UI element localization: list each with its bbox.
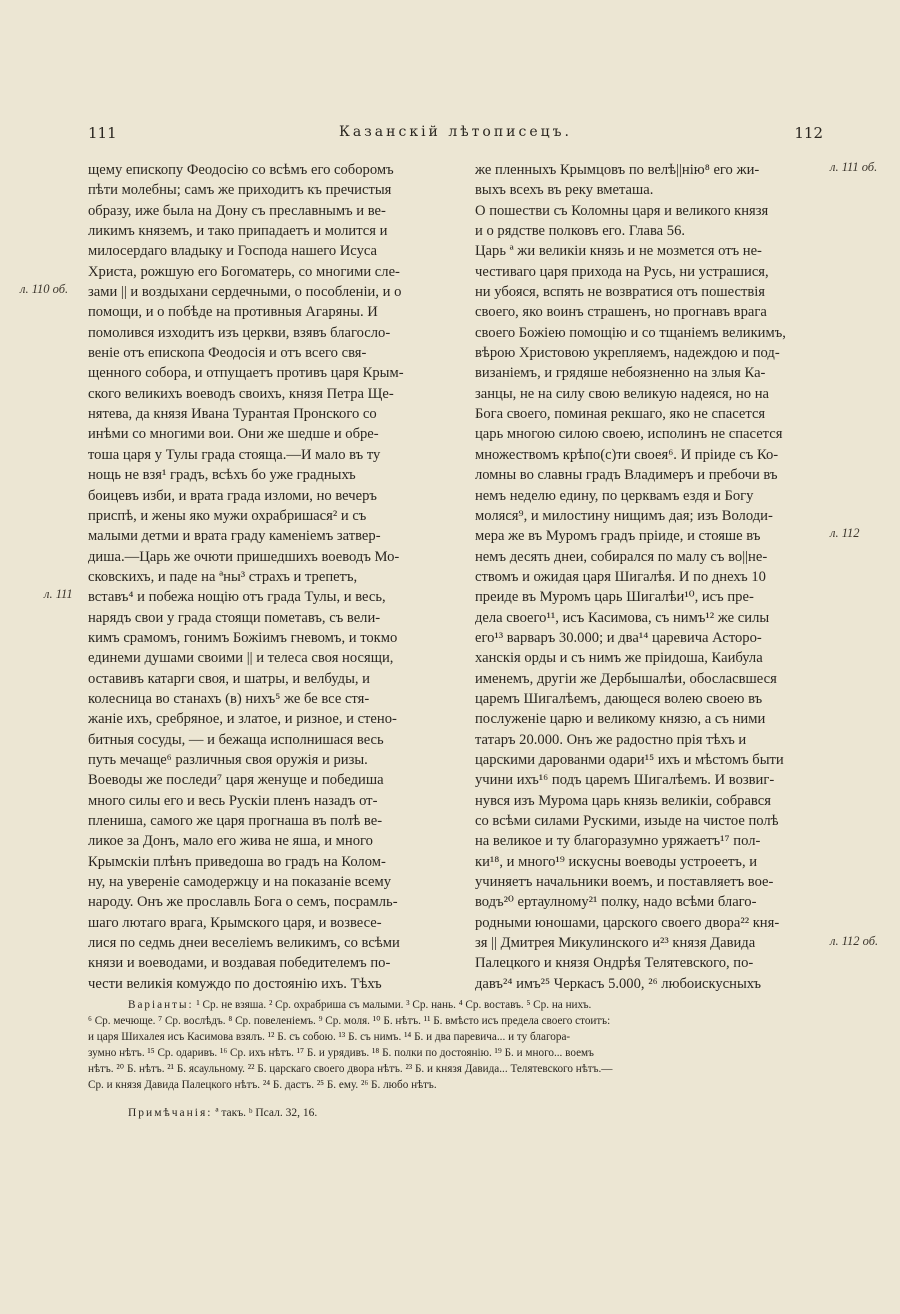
text-line: Христа, рожшую его Богоматерь, со многими сле- (88, 263, 400, 280)
notes-text: ª такъ. ᵇ Псал. 32, 16. (215, 1107, 318, 1119)
text-line: водъ²⁰ ертаулному²¹ полку, надо всѣми благо- (475, 894, 757, 911)
text-line: боицевъ изби, и врата града изломи, но вечеръ (88, 487, 377, 504)
text-line: битныя сосуды, — и бежаща исполнишася весь (88, 731, 384, 748)
text-line: Крымскіи плѣнъ приведоша во градъ на Колом- (88, 853, 386, 870)
text-line: на великое и ту благоразумно уряжаетъ¹⁷ пол- (475, 833, 761, 850)
text-line: честиваго царя прихода на Русь, ни устрашися, (475, 263, 769, 280)
text-line: же пленныхъ Крымцовъ по велѣ||нію⁸ его жи- (475, 162, 760, 178)
text-line: помощи, и о побѣде на противныя Агаряны. И (88, 304, 378, 321)
text-line: немъ десять днеи, собирался по малу съ во||не- (475, 548, 768, 565)
text-line: ломны во славны градъ Владимеръ и пребочи въ (475, 467, 778, 484)
text-line: давъ²⁴ имъ²⁵ Черкасъ 5.000, ²⁶ любоискусныхъ (475, 975, 762, 992)
text-line: щему епископу Феодосію со всѣмъ его соборомъ (88, 162, 394, 178)
text-line: своего Божіею помощію и со тщаніемъ великимъ, (475, 324, 786, 341)
variant-text: ¹ Ср. не взяша. ² Ср. охрабриша съ малыми. ³ Ср. нань. ⁴ Ср. воставъ. ⁵ Ср. на нихъ. (196, 999, 592, 1011)
right-column (475, 160, 823, 994)
text-line: шаго лютаго врага, Крымского царя, и возвесе- (88, 914, 382, 931)
text-line: единеми душами своими || и телеса своя носящи, (88, 650, 394, 667)
text-line: колесница во станахъ (в) нихъ⁵ же бе все стя- (88, 690, 370, 707)
text-line: нятева, да князя Ивана Турантая Пронского со (88, 406, 377, 423)
text-line: мера же въ Муромъ градъ пріиде, и стояше въ (475, 528, 761, 545)
notes-label: Примѣчанія: (128, 1107, 213, 1119)
text-line: О пошестви съ Коломны царя и великого князя (475, 202, 769, 219)
text-line: вѣрою Христовою укрепляемъ, надеждою и под- (475, 345, 780, 362)
text-line: нувся изъ Мурома царь князь великіи, собрався (475, 792, 771, 809)
text-line: нощь не взя¹ градъ, всѣхъ бо уже градныхъ (88, 467, 356, 484)
text-line: образу, иже была на Дону съ преславнымъ и ве- (88, 202, 386, 219)
text-line: ликимъ княземъ, и тако припадаетъ и молится и (88, 223, 388, 240)
variant-line (88, 1029, 828, 1045)
text-line: Царь ª жи великіи князь и не мозмется отъ не- (475, 243, 762, 260)
variant-text: и царя Шихалея исъ Касимова взялъ. ¹² Б. съ собою. ¹³ Б. съ нимъ. ¹⁴ Б. и два паревича... и ту благора- (88, 1031, 571, 1043)
text-line: ну, на увереніе самодержцу и на показаніе всему (88, 874, 392, 891)
text-line: ханскія орды и съ нимъ же пріидоша, Каибула (475, 650, 763, 667)
text-line: учини ихъ¹⁶ подъ царемъ Шигалѣемъ. И возвиг- (475, 772, 775, 789)
margin-note-l111: л. 111 (44, 587, 73, 601)
text-line: зами || и воздыхани сердечными, о пособленіи, и о (88, 284, 402, 301)
text-line: инѣми со многими вои. Они же шедше и обре- (88, 426, 379, 443)
text-line: приспѣ, и жены яко мужи охрабришася² и съ (88, 507, 367, 524)
text-line: учиняетъ начальники воемъ, и поставляетъ вое- (475, 874, 774, 891)
text-line: занцы, не на силу свою великую надеяся, но на (475, 385, 770, 402)
variant-line (88, 997, 828, 1013)
text-line: кимъ срамомъ, гонимъ Божіимъ гневомъ, и токмо (88, 629, 398, 646)
text-line: плениша, самого же царя прогнаша въ полѣ ве- (88, 813, 383, 829)
text-line: малыми детми и врата граду каменіемъ затвер- (88, 528, 381, 545)
text-line: ликое за Донъ, мало его жива не яша, и много (88, 833, 373, 850)
text-line: тоша царя у Тулы града стояща.—И мало въ ту (88, 446, 381, 463)
text-line: жаніе ихъ, сребряное, и златое, и ризное, и стено- (88, 711, 397, 728)
variants-label: Варіанты: (128, 999, 194, 1011)
text-line: множествомъ крѣпо(с)ти своея⁶. И пріиде съ Ко- (475, 446, 779, 463)
text-line: со всѣми силами Рускими, изыде на чистое полѣ (475, 813, 779, 829)
text-line: родными юношами, царского своего двора²² кня- (475, 914, 780, 931)
margin-note-l112ob: л. 112 об. (830, 934, 879, 948)
variant-line (88, 1077, 828, 1093)
text-line: дела своего¹¹, исъ Касимова, съ нимъ¹² же силы (475, 609, 770, 626)
text-line: ни убояся, вспять не возвратися отъ пошествія (475, 284, 765, 301)
margin-note-l111ob: л. 111 об. (830, 160, 878, 174)
variant-text: нѣтъ. ²⁰ Б. нѣтъ. ²¹ Б. ясаульному. ²² Б. царскаго своего двора нѣтъ. ²³ Б. и князя Давида... Телятевского нѣтъ.— (88, 1063, 613, 1075)
text-line: вставъ⁴ и побежа нощію отъ града Тулы, и весь, (88, 589, 386, 606)
text-line: царемъ Шигалѣемъ, дающеся волею своею въ (475, 690, 763, 707)
text-line: нарядъ свои у града стоящи пометавъ, съ вели- (88, 609, 381, 626)
text-line: его¹³ варваръ 30.000; и два¹⁴ царевича Асторо- (475, 629, 762, 646)
text-line: царскими дарованми одари¹⁵ ихъ и мѣстомъ быти (475, 751, 784, 768)
text-line: визаніемъ, и грядяше небоязненно на злыя Ка- (475, 365, 766, 382)
notes-section (128, 1107, 728, 1119)
text-line: своего, яко воинъ страшенъ, но прогнавъ врага (475, 304, 767, 321)
left-column (88, 160, 453, 994)
margin-note-l110ob: л. 110 об. (20, 282, 69, 296)
variant-line (88, 1013, 828, 1029)
variant-text: зумно нѣтъ. ¹⁵ Ср. одаривъ. ¹⁶ Ср. ихъ нѣтъ. ¹⁷ Б. и урядивъ. ¹⁸ Б. полки по достоянію. ¹⁹ Б. и много... воемъ (88, 1047, 594, 1059)
text-line: зя || Дмитрея Микулинского и²³ князя Давида (475, 935, 756, 952)
text-line: немъ неделю едину, по церквамъ ездя и Богу (475, 487, 754, 504)
text-line: путь мечаще⁶ различныя своя оружія и ризы. (88, 751, 368, 768)
text-line: князи и воеводами, и воздавая победителемъ по- (88, 955, 391, 972)
margin-note-l112: л. 112 (830, 526, 860, 540)
variants-footnotes (88, 997, 828, 1093)
text-line: ки¹⁸, и много¹⁹ искусны воеводы устроеетъ, и (475, 853, 758, 870)
text-line: Воеводы же последи⁷ царя женуще и победиша (88, 772, 384, 789)
page-number-right: 112 (794, 124, 823, 142)
text-line: помолився изходитъ изъ церкви, взявъ благосло- (88, 324, 391, 341)
page-header (88, 124, 823, 146)
text-line: ского великихъ воеводъ своихъ, князя Петра Ще- (88, 385, 394, 402)
text-line: лися по седмь днеи веселіемъ великимъ, со всѣми (88, 935, 400, 952)
running-title: Казанскій лѣтописецъ. (338, 124, 572, 140)
variant-line (88, 1061, 828, 1077)
variant-text: ⁶ Ср. мечюще. ⁷ Ср. вослѣдъ. ⁸ Ср. повеленіемъ. ⁹ Ср. моля. ¹⁰ Б. нѣтъ. ¹¹ Б. вмѣсто исъ предела своего стоитъ: (88, 1015, 611, 1027)
text-line: и о рядстве полковъ его. Глава 56. (475, 223, 686, 240)
text-line: диша.—Царь же очюти пришедшихъ воеводъ Мо- (88, 548, 400, 565)
text-line: Бога своего, поминая рекшаго, яко не спасется (475, 406, 766, 423)
variant-text: Ср. и князя Давида Палецкого нѣтъ. ²⁴ Б. дастъ. ²⁵ Б. ему. ²⁶ Б. любо нѣтъ. (88, 1079, 437, 1091)
text-line: веніе отъ епископа Феодосія и отъ всего свя- (88, 345, 367, 362)
text-line: народу. Онъ же прославль Бога о семъ, посрамль- (88, 894, 398, 911)
text-line: оставивъ катарги своя, и шатры, и велбуды, и (88, 670, 370, 687)
text-line: милосердаго владыку и Господа нашего Исуса (88, 243, 378, 260)
page-number-left: 111 (88, 124, 117, 142)
text-line: ствомъ и ожидая царя Шигалѣя. И по днехъ 10 (475, 568, 766, 585)
text-line: преиде въ Муромъ царь Шигалѣи¹⁰, исъ пре- (475, 589, 754, 606)
text-line: пѣти молебны; самъ же приходитъ къ пречистыя (88, 182, 392, 199)
text-line: щенного собора, и отпущаетъ противъ царя Крым- (88, 365, 404, 382)
text-line: царь многою силою своею, исполинъ не спасется (475, 426, 783, 443)
text-line: моляся⁹, и милостину нищимъ дая; изъ Володи- (475, 507, 773, 524)
variant-line (88, 1045, 828, 1061)
text-line: много силы его и весь Рускіи пленъ назадъ от- (88, 792, 378, 809)
text-line: послуженіе царю и великому князю, а съ ними (475, 711, 766, 728)
text-line: выхъ всехъ въ реку вметаша. (475, 182, 654, 199)
text-line: чести великія комуждо по достоянію ихъ. Тѣхъ (88, 975, 382, 992)
text-line: татаръ 20.000. Онъ же радостно прія тѣхъ и (475, 731, 747, 748)
text-line: сковскихъ, и паде на ªны³ страхъ и трепетъ, (88, 568, 358, 585)
text-line: именемъ, другіи же Дербышалѣи, обосласвшеся (475, 670, 777, 687)
text-line: Палецкого и князя Ондрѣя Телятевского, по- (475, 955, 754, 972)
